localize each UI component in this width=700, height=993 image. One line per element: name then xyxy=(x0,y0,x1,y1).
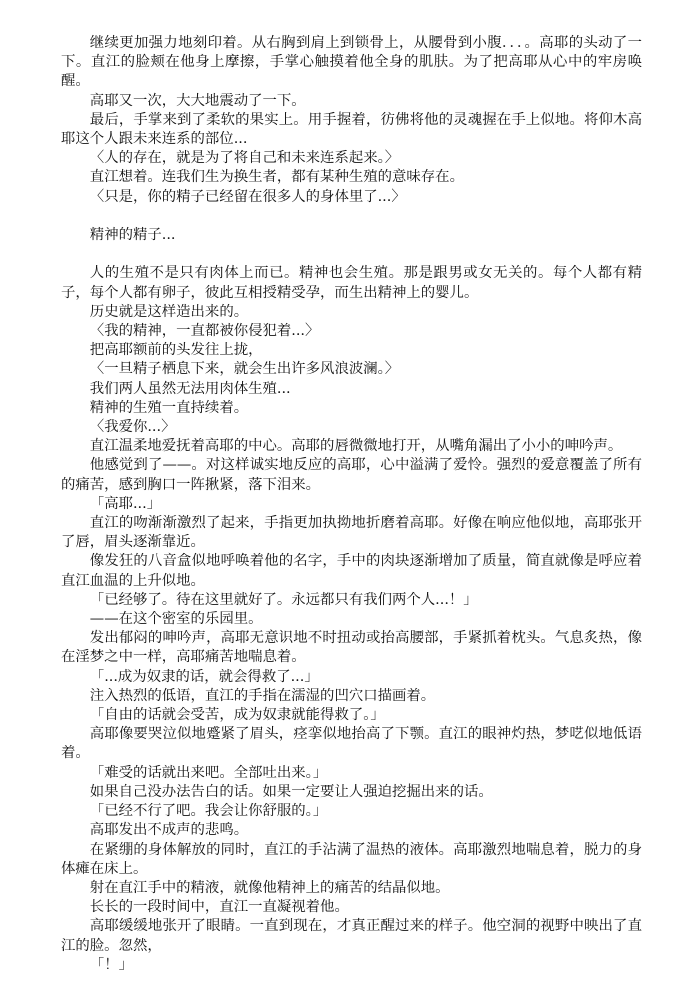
paragraph: 高耶像要哭泣似地蹙紧了眉头，痉挛似地抬高了下颚。直江的眼神灼热，梦呓似地低语着。 xyxy=(61,726,642,762)
paragraph: 〈一旦精子栖息下来，就会生出许多风浪波澜。〉 xyxy=(89,361,400,378)
paragraph: 高耶又一次，大大地震动了一下。 xyxy=(89,92,306,109)
paragraph: 人的生殖不是只有肉体上而已。精神也会生殖。那是跟男或女无关的。每个人都有精子，每个人都有卵子，彼此互相授精受孕，而生出精神上的婴儿。 xyxy=(61,265,642,301)
paragraph: 继续更加强力地刻印着。从右胸到肩上到锁骨上，从腰骨到小腹．．．。高耶的头动了一下。直江的脸颊在他身上摩擦，手掌心触摸着他全身的肌肤。为了把高耶从心中的牢房唤醒。 xyxy=(61,35,642,90)
paragraph: 「高耶...」 xyxy=(89,495,162,512)
paragraph: 「！」 xyxy=(89,956,133,973)
paragraph: 〈人的存在，就是为了将自己和未来连系起来。〉 xyxy=(89,150,400,167)
paragraph: 高耶发出不成声的悲鸣。 xyxy=(89,822,249,839)
paragraph: 最后，手掌来到了柔软的果实上。用手握着，彷佛将他的灵魂握在手上似地。将仰木高耶这个人跟未来连系的部位... xyxy=(61,111,642,148)
blank-line xyxy=(61,207,642,226)
paragraph: 高耶缓缓地张开了眼睛。一直到现在，才真正醒过来的样子。他空洞的视野中映出了直江的脸。忽然， xyxy=(61,918,642,954)
paragraph: 直江想着。连我们生为换生者，都有某种生殖的意味存在。 xyxy=(89,169,464,186)
paragraph: 把高耶额前的头发往上拢， xyxy=(89,342,263,359)
blank-line xyxy=(61,245,642,264)
paragraph: 发出郁闷的呻吟声，高耶无意识地不时扭动或抬高腰部，手紧抓着枕头。气息炙热，像在淫梦之中一样，高耶痛苦地喘息着。 xyxy=(61,630,642,666)
paragraph: 〈我的精神，一直都被你侵犯着...〉 xyxy=(89,323,320,340)
paragraph: 我们两人虽然无法用肉体生殖... xyxy=(89,380,291,397)
paragraph: ——在这个密室的乐园里。 xyxy=(89,611,263,628)
paragraph: 「自由的话就会受苦，成为奴隶就能得救了。」 xyxy=(89,707,385,724)
paragraph: 「已经够了。待在这里就好了。永远都只有我们两个人...！」 xyxy=(89,591,478,608)
paragraph: 精神的生殖一直持续着。 xyxy=(89,399,249,416)
paragraph: 直江的吻渐渐激烈了起来，手指更加执拗地折磨着高耶。好像在响应他似地，高耶张开了唇，眉头逐渐靠近。 xyxy=(61,515,642,551)
paragraph: 如果自己没办法告白的话。如果一定要让人强迫挖掘出来的话。 xyxy=(89,783,493,800)
paragraph: 〈我爱你...〉 xyxy=(89,419,176,436)
paragraph: 长长的一段时间中，直江一直凝视着他。 xyxy=(89,899,349,916)
paragraph: 像发狂的八音盒似地呼唤着他的名字，手中的肉块逐渐增加了质量，简直就像是呼应着直江血温的上升似地。 xyxy=(61,553,642,589)
paragraph: 〈只是，你的精子已经留在很多人的身体里了...〉 xyxy=(89,188,406,205)
paragraph: 射在直江手中的精液，就像他精神上的痛苦的结晶似地。 xyxy=(89,879,450,896)
paragraph: 「难受的话就出来吧。全部吐出来。」 xyxy=(89,764,328,781)
paragraph: 直江温柔地爱抚着高耶的中心。高耶的唇微微地打开，从嘴角漏出了小小的呻吟声。 xyxy=(89,438,623,455)
paragraph: 注入热烈的低语，直江的手指在濡湿的凹穴口描画着。 xyxy=(89,687,436,704)
paragraph: 在紧绷的身体解放的同时，直江的手沾满了温热的液体。高耶激烈地喘息着，脱力的身体瘫在床上。 xyxy=(61,841,642,877)
paragraph: 历史就是这样造出来的。 xyxy=(89,303,249,320)
paragraph: 他感觉到了——。对这样诚实地反应的高耶，心中溢满了爱怜。强烈的爱意覆盖了所有的痛苦，感到胸口一阵揪紧，落下泪来。 xyxy=(61,457,642,493)
paragraph: 「...成为奴隶的话，就会得救了...」 xyxy=(89,668,319,685)
paragraph: 精神的精子... xyxy=(89,227,176,244)
paragraph: 「已经不行了吧。我会让你舒服的。」 xyxy=(89,803,328,820)
